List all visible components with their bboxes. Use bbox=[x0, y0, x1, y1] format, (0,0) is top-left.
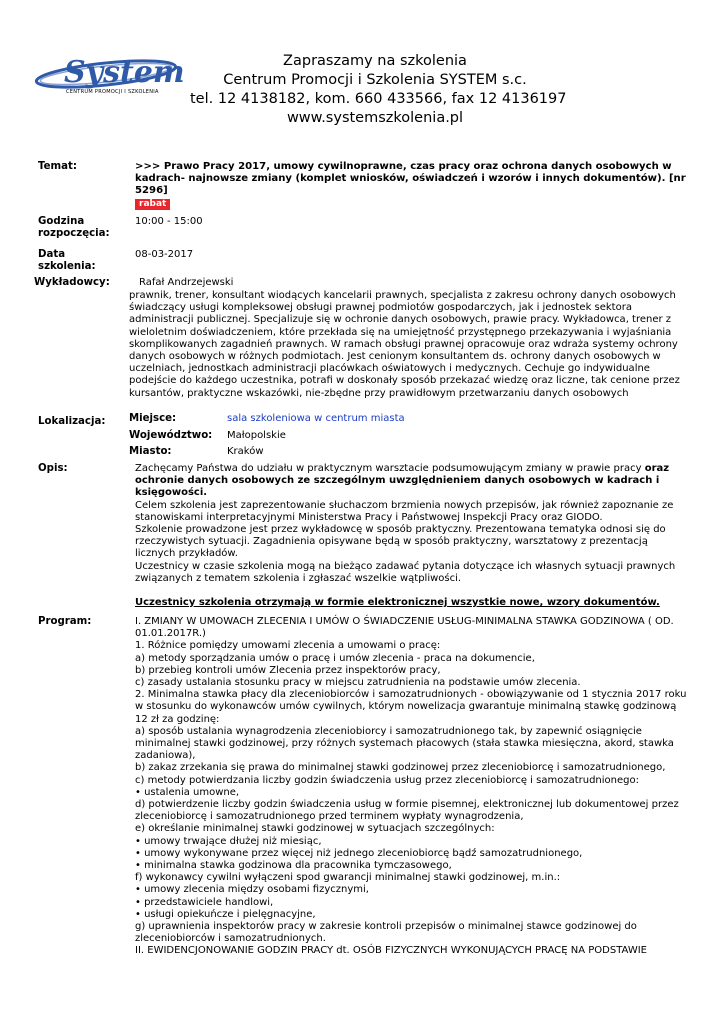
godzina-label-line1: Godzina bbox=[38, 216, 85, 227]
program-line: c) zasady ustalania stosunku pracy w miejscu zatrudnienia na podstawie umów zlecenia. bbox=[135, 677, 581, 689]
opis-paragraph-3: Szkolenie prowadzone jest przez wykładowcę w sposób praktyczny. Prezentowana tematyka odnosi się do rzeczywistych sytuacji. Zagadnienia opisywane będą w sposób praktyczny, warsztatowy z prezentacją licznych przykładów. bbox=[135, 524, 666, 560]
lokalizacja-label: Lokalizacja: bbox=[38, 416, 106, 427]
opis-label: Opis: bbox=[38, 463, 68, 474]
course-title: >>> Prawo Pracy 2017, umowy cywilnoprawne, czas pracy oraz ochrona danych osobowych w kadrach- najnowsze zmiany (komplet wniosków, oświadczeń i wzorów i innych dokumentów). [nr 5296] bbox=[135, 161, 686, 197]
data-label-line2: szkolenia: bbox=[38, 261, 96, 273]
program-line: • umowy wykonywane przez więcej niż jednego zleceniobiorcę bądź samozatrudnionego, bbox=[135, 847, 583, 859]
header-line-2: Centrum Promocji i Szkolenia SYSTEM s.c. bbox=[223, 72, 527, 88]
program-line: II. EWIDENCJONOWANIE GODZIN PRACY dt. OSÓB FIZYCZNYCH WYKONUJĄCYCH PRACĘ NA PODSTAWIE bbox=[135, 945, 647, 957]
miasto-value: Kraków bbox=[227, 446, 264, 457]
opis-paragraph-5: Uczestnicy szkolenia otrzymają w formie elektronicznej wszystkie nowe, wzory dokumentów. bbox=[135, 597, 660, 609]
wykladowcy-value bbox=[139, 277, 689, 289]
start-time: 10:00 - 15:00 bbox=[135, 216, 203, 227]
training-date: 08-03-2017 bbox=[135, 249, 194, 260]
program-line: b) zakaz zrzekania się prawa do minimalnej stawki godzinowej przez zleceniobiorcę i samozatrudnionego, bbox=[135, 762, 666, 774]
wojewodztwo-label: Województwo: bbox=[129, 430, 213, 441]
program-line: a) metody sporządzania umów o pracę i umów zlecenia - praca na dokumencie, bbox=[135, 652, 535, 664]
program-label: Program: bbox=[38, 616, 92, 627]
wykladowcy-label: Wykładowcy: bbox=[34, 277, 110, 288]
godzina-label-line2: rozpoczęcia: bbox=[38, 228, 110, 240]
logo-tagline: CENTRUM PROMOCJI I SZKOLENIA bbox=[66, 89, 159, 95]
program-line: • umowy trwające dłużej niż miesiąc, bbox=[135, 835, 322, 847]
program-line: • minimalna stawka godzinowa dla pracownika tymczasowego, bbox=[135, 860, 452, 872]
opis-paragraph-2: Celem szkolenia jest zaprezentowanie słuchaczom brzmienia nowych przepisów, jak również zapoznanie ze stanowiskami interpretacyjnymi Ministerstwa Pracy i Państwowej Inspekcji Pracy oraz GIODO. bbox=[135, 499, 674, 523]
program-line: c) metody potwierdzania liczby godzin świadczenia usług przez zleceniobiorcę i samozatrudnionego: bbox=[135, 774, 639, 786]
program-line: a) sposób ustalania wynagrodzenia zleceniobiorcy i samozatrudnionego tak, by zapewnić osiągnięcie minimalnej stawki godzinowej, przy różnych systemach płacowych (stała stawka miesięczna, akord, stawka zadaniowa), bbox=[135, 725, 674, 762]
wojewodztwo-value: Małopolskie bbox=[227, 430, 286, 441]
program-line: g) uprawnienia inspektorów pracy w zakresie kontroli przepisów o minimalnej stawce godzinowej do zleceniobiorców i samozatrudnionych. bbox=[135, 921, 637, 945]
opis-paragraph-1 bbox=[135, 463, 690, 500]
program-line: • przedstawiciele handlowi, bbox=[135, 896, 274, 908]
lecturer-bio: prawnik, trener, konsultant wiodących kancelarii prawnych, specjalista z zakresu ochrony danych osobowych świadczący usługi kompleksowej obsługi prawnej podmiotów gospodarczych, jak i jednostek sektora administracji publicznej. Specjalizuje się w ochronie danych osobowych, prawie pracy. Wykładowca, trener z wieloletnim doświadczeniem, które przekłada się na umiejętność przystępnego przekazywania i wyjaśniania skomplikowanych zagadnień prawnych. W ramach obsługi prawnej opracowuje oraz wdraża systemy ochrony danych osobowych w różnych podmiotach. Jest cenionym konsultantem ds. ochrony danych osobowych w uczelniach, jednostkach administracji placówkach oświatowych i medycznych. Cechuje go indywidualne podejście do każdego uczestnika, potrafi w doskonały sposób przekazać wiedzę oraz liczne, tak cenione przez kursantów, praktyczne wskazówki, nie-zbędne przy prawidłowym przetwarzaniu danych osobowych bbox=[129, 290, 680, 399]
program-line: b) przebieg kontroli umów Zlecenia przez inspektorów pracy, bbox=[135, 664, 441, 676]
program-line: 1. Różnice pomiędzy umowami zlecenia a umowami o pracę: bbox=[135, 640, 441, 652]
opis-p1-bold: oraz ochronie danych osobowych ze szczególnym uwzględnieniem danych osobowych w kadrach i księgowości. bbox=[135, 463, 670, 499]
program-line: e) określanie minimalnej stawki godzinowej w sytuacjach szczególnych: bbox=[135, 823, 495, 835]
discount-badge: rabat bbox=[135, 199, 170, 210]
opis-p1-text: Zachęcamy Państwa do udziału w praktycznym warsztacie podsumowującym zmiany w prawie pracy bbox=[135, 463, 645, 474]
header-contact bbox=[190, 52, 567, 128]
logo-text: System bbox=[64, 55, 184, 90]
miasto-label: Miasto: bbox=[129, 446, 172, 457]
temat-label: Temat: bbox=[38, 161, 77, 172]
program-line: f) wykonawcy cywilni wyłączeni spod gwarancji minimalnej stawki godzinowej, m.in.: bbox=[135, 872, 561, 884]
program-list bbox=[135, 616, 690, 958]
program-line: I. ZMIANY W UMOWACH ZLECENIA I UMÓW O ŚWIADCZENIE USŁUG-MINIMALNA STAWKA GODZINOWA ( OD. 01.01.2017R.) bbox=[135, 616, 674, 640]
data-label-line1: Data bbox=[38, 249, 66, 260]
miejsce-label: Miejsce: bbox=[129, 413, 177, 424]
program-line: • umowy zlecenia między osobami fizycznymi, bbox=[135, 884, 369, 896]
program-line: 2. Minimalna stawka płacy dla zleceniobiorców i samozatrudnionych - obowiązywanie od 1 stycznia 2017 roku w stosunku do wykonawców umów cywilnych, którym nowelizacja gwarantuje minimalną stawkę godzinową 12 zł za godzinę: bbox=[135, 689, 687, 725]
lecturer-name: Rafał Andrzejewski bbox=[139, 277, 234, 288]
header-line-3: tel. 12 4138182, kom. 660 433566, fax 12 4136197 bbox=[190, 91, 567, 107]
opis-paragraph-4: Uczestnicy w czasie szkolenia mogą na bieżąco zadawać pytania dotyczące ich własnych sytuacji prawnych związanych z tematem szkolenia i zgłaszać wszelkie wątpliwości. bbox=[135, 560, 676, 584]
program-line: d) potwierdzenie liczby godzin świadczenia usług w formie pisemnej, elektronicznej lub dokumentowej przez zleceniobiorcę i samozatrudnionego przed terminem wypłaty wynagrodzenia, bbox=[135, 799, 679, 823]
opis-value bbox=[135, 463, 690, 609]
header-line-4[interactable]: www.systemszkolenia.pl bbox=[286, 110, 464, 126]
temat-value bbox=[135, 161, 695, 210]
miejsce-link[interactable]: sala szkoleniowa w centrum miasta bbox=[227, 413, 405, 424]
program-line: • usługi opiekuńcze i pielęgnacyjne, bbox=[135, 908, 316, 920]
header-line-1: Zapraszamy na szkolenia bbox=[283, 53, 467, 69]
data-label bbox=[38, 249, 96, 274]
godzina-label bbox=[38, 216, 110, 241]
program-line: • ustalenia umowne, bbox=[135, 786, 240, 798]
